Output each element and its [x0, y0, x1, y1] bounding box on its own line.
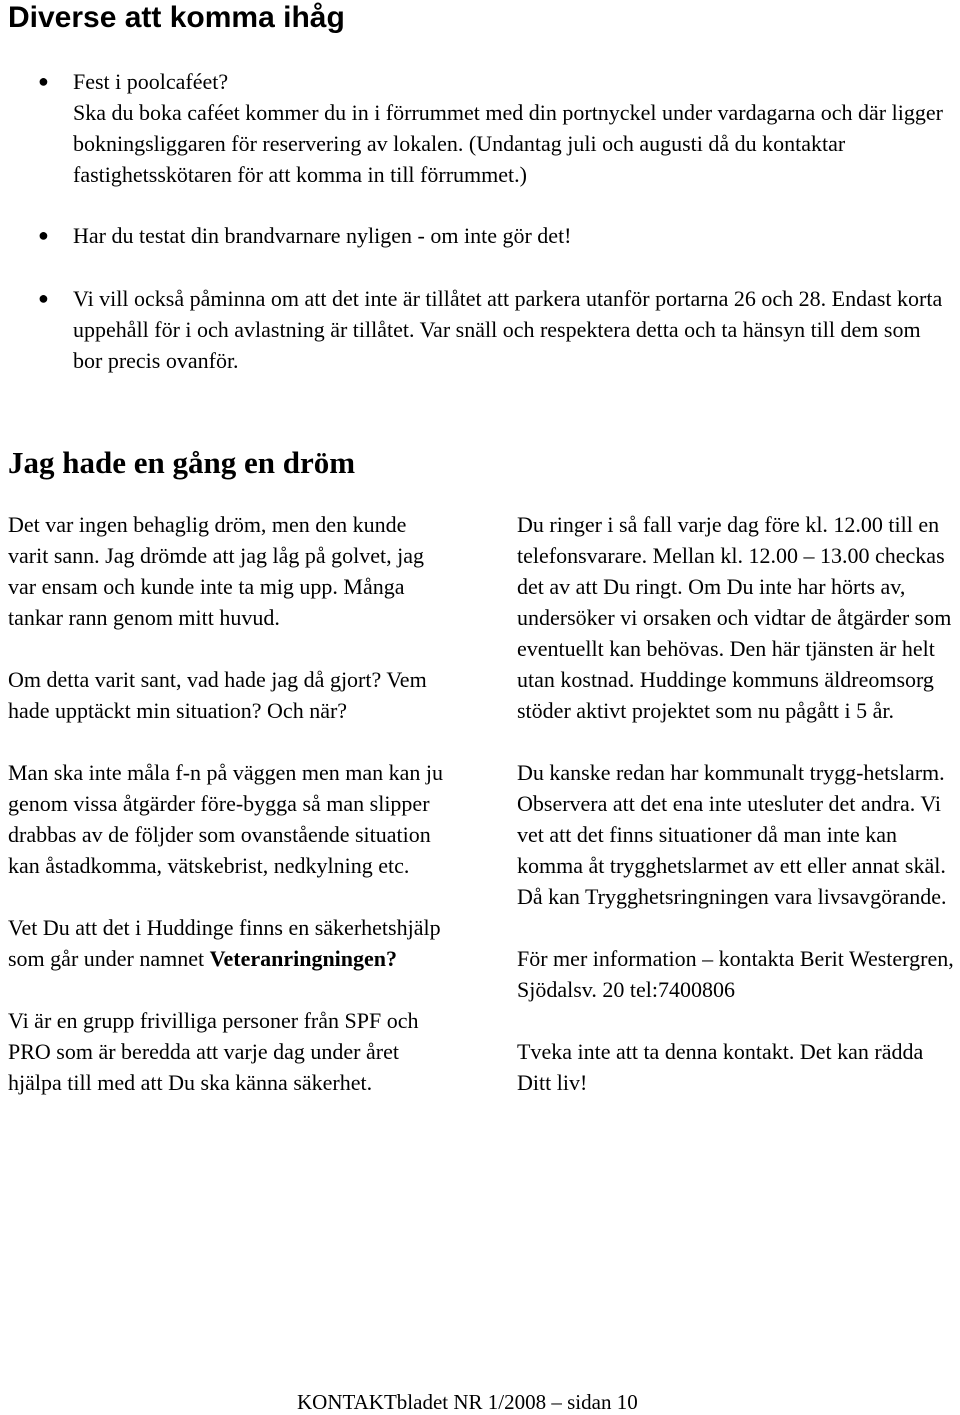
page-footer: KONTAKTbladet NR 1/2008 – sidan 10	[297, 1390, 638, 1414]
paragraph: Du ringer i så fall varje dag före kl. 12.00 till en telefonsvarare. Mellan kl. 12.00 – 13.00 checkas det av att Du ringt. Om Du inte har hörts av, undersöker vi orsaken och vidtar de åtgärder som eventuellt kan behövas. Den här tjänsten är helt utan kostnad. Huddinge kommuns äldreomsorg stöder aktivt projektet som nu pågått i 5 år.	[517, 512, 952, 723]
list-item-title: Fest i poolcaféet?	[73, 69, 229, 94]
service-name: Veteranringningen?	[209, 946, 398, 971]
paragraph: Om detta varit sant, vad hade jag då gjort? Vem hade upptäckt min situation? Och när?	[8, 667, 427, 723]
bullet-icon: ●	[38, 288, 49, 308]
article-left-column	[8, 509, 448, 1129]
list-item-text: Ska du boka caféet kommer du in i förrummet med din portnyckel under vardagarna och där ligger bokningsliggaren för reservering av lokalen. (Undantag juli och augusti då du kontaktar fastighetsskötaren för att komma in till förrummet.)	[73, 100, 943, 187]
paragraph: Du kanske redan har kommunalt trygg-hetslarm. Observera att det ena inte utesluter det andra. Vi vet att det finns situationer då man inte kan komma åt trygghetslarmet av ett eller annat skäl. Då kan Trygghetsringningen vara livsavgörande.	[517, 760, 947, 909]
paragraph	[8, 912, 448, 974]
list-item	[0, 220, 960, 251]
bullet-icon: ●	[38, 225, 49, 245]
paragraph: Man ska inte måla f-n på väggen men man kan ju genom vissa åtgärder före-bygga så man slipper drabbas av de följder som ovanstående situation kan åstadkomma, vätskebrist, nedkylning etc.	[8, 760, 443, 878]
paragraph: Tveka inte att ta denna kontakt. Det kan rädda Ditt liv!	[517, 1039, 924, 1095]
list-item-text: Vi vill också påminna om att det inte är tillåtet att parkera utanför portarna 26 och 28. Endast korta uppehåll för i och avlastning är tillåtet. Var snäll och respektera detta och ta hänsyn till dem som bor precis ovanför.	[73, 286, 943, 373]
paragraph: För mer information – kontakta Berit Westergren, Sjödalsv. 20 tel:7400806	[517, 946, 954, 1002]
article-right-column	[517, 509, 957, 1129]
reminder-list	[0, 66, 960, 406]
section-heading: Diverse att komma ihåg	[8, 1, 345, 34]
paragraph-text: Vet Du att det i Huddinge finns en säkerhetshjälp som går under namnet	[8, 915, 441, 971]
list-item	[0, 66, 960, 190]
list-item	[0, 283, 960, 376]
article-title: Jag hade en gång en dröm	[8, 445, 356, 480]
bullet-icon: ●	[38, 71, 49, 91]
list-item-text: Har du testat din brandvarnare nyligen - om inte gör det!	[73, 223, 572, 248]
paragraph: Vi är en grupp frivilliga personer från SPF och PRO som är beredda att varje dag under året hjälpa till med att Du ska känna säkerhet.	[8, 1008, 419, 1095]
paragraph: Det var ingen behaglig dröm, men den kunde varit sann. Jag drömde att jag låg på golvet, jag var ensam och kunde inte ta mig upp. Många tankar rann genom mitt huvud.	[8, 512, 425, 630]
